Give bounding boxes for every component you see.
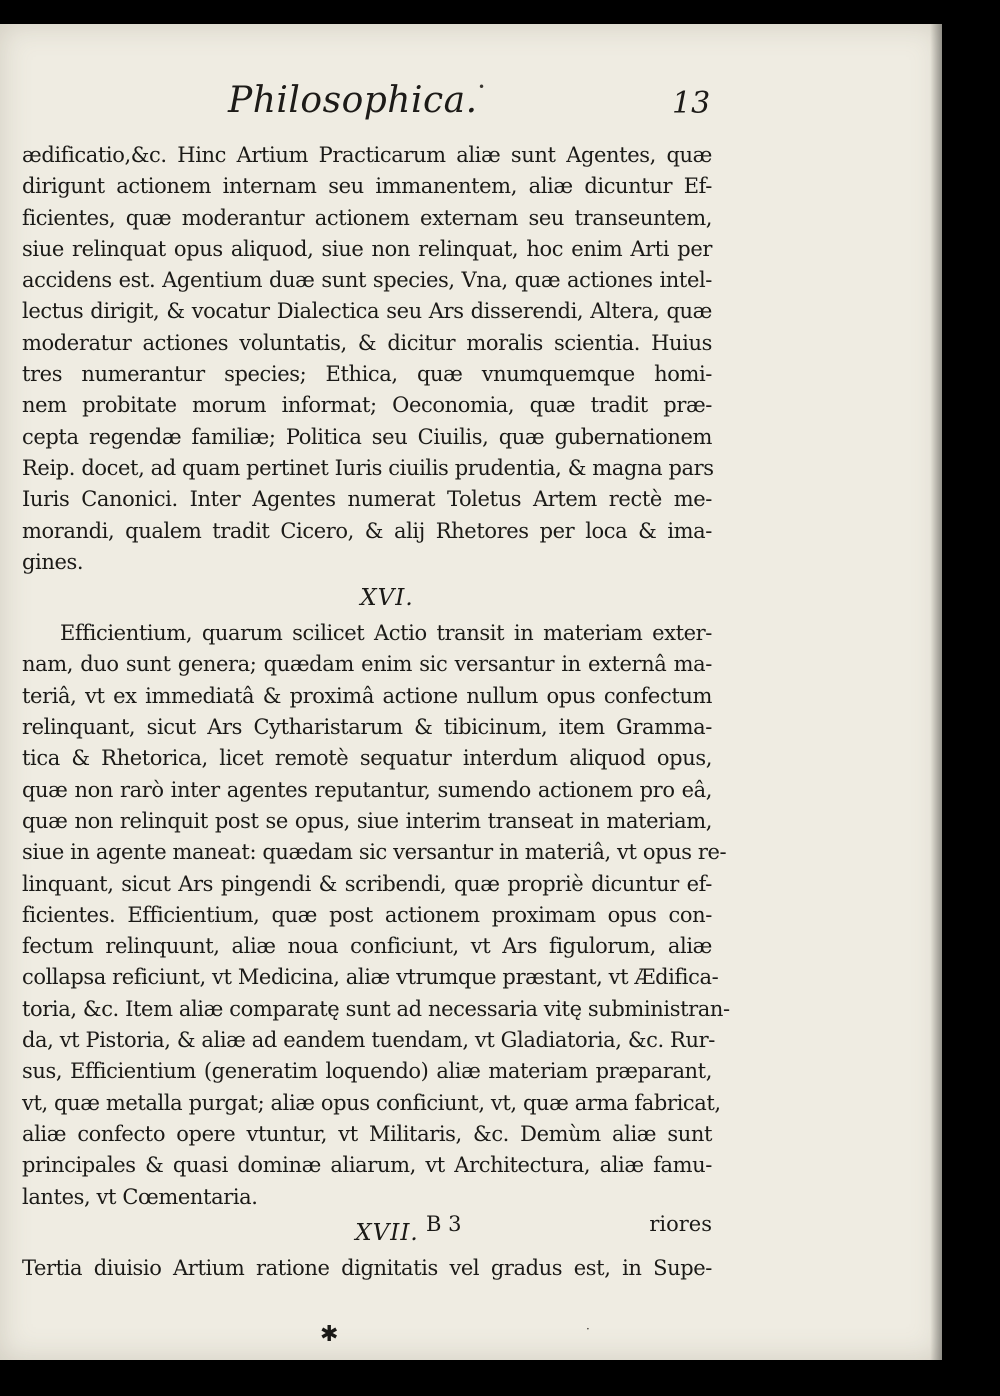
text-line: ficientes. Efficientium, quæ post actionem proximam opus con-	[22, 902, 712, 927]
text-line: nem probitate morum informat; Oeconomia, quæ tradit præ-	[22, 393, 712, 418]
paragraph-1	[22, 140, 712, 578]
catchword: riores	[649, 1212, 712, 1236]
signature-mark: B 3	[426, 1212, 462, 1236]
text-line: ædificatio,&c. Hinc Artium Practicarum aliæ sunt Agentes, quæ	[22, 143, 712, 167]
text-line: cepta regendæ familiæ; Politica seu Ciuilis, quæ gubernationem	[22, 424, 712, 449]
text-line: teriâ, vt ex immediatâ & proximâ actione nullum opus confectum	[22, 683, 712, 708]
text-line: da, vt Pistoria, & aliæ ad eandem tuendam, vt Gladiatoria, &c. Rur-	[22, 1028, 715, 1053]
ornament-icon: ✱	[320, 1322, 339, 1347]
text-line: morandi, qualem tradit Cicero, & alij Rhetores per loca & ima-	[22, 518, 712, 543]
text-line: quæ non rarò inter agentes reputantur, sumendo actionem pro eâ,	[22, 777, 712, 802]
text-line: gines.	[22, 549, 84, 574]
text-line: Reip. docet, ad quam pertinet Iuris ciuilis prudentia, & magna pars	[22, 455, 714, 480]
text-line: linquant, sicut Ars pingendi & scribendi, quæ propriè dicuntur ef-	[22, 871, 712, 896]
section-heading-xvii: XVII.	[355, 1219, 419, 1246]
text-line: tica & Rhetorica, licet remotè sequatur interdum aliquod opus,	[22, 746, 712, 771]
text-line: collapsa reficiunt, vt Medicina, aliæ vtrumque præstant, vt Ædifica-	[22, 965, 719, 990]
text-line: ficientes, quæ moderantur actionem externam seu transeuntem,	[22, 205, 712, 230]
text-line: vt, quæ metalla purgat; aliæ opus conficiunt, vt, quæ arma fabricat,	[22, 1090, 721, 1115]
text-line: quæ non relinquit post se opus, siue interim transeat in materiam,	[22, 808, 712, 833]
ink-speck-icon: •	[478, 80, 486, 94]
page-edge-shadow	[930, 24, 942, 1360]
running-head: Philosophica.	[228, 80, 478, 121]
section-heading-xvi: XVI.	[360, 585, 414, 612]
text-line: lantes, vt Cœmentaria.	[22, 1184, 258, 1209]
text-line: siue relinquat opus aliquod, siue non relinquat, hoc enim Arti per	[22, 236, 712, 261]
body-text	[22, 140, 730, 1284]
text-line: accidens est. Agentium duæ sunt species, Vna, quæ actiones intel-	[22, 268, 712, 293]
ink-speck-icon: ·	[586, 1322, 590, 1336]
paragraph-3	[22, 1253, 712, 1284]
text-line: Efficientium, quarum scilicet Actio transit in materiam exter-	[60, 621, 712, 646]
text-line: aliæ confecto opere vtuntur, vt Militaris, &c. Demùm aliæ sunt	[22, 1121, 712, 1146]
page-footer	[22, 1212, 712, 1242]
text-line: nam, duo sunt genera; quædam enim sic versantur in externâ ma-	[22, 652, 712, 677]
paragraph-2	[22, 618, 730, 1213]
text-line: Iuris Canonici. Inter Agentes numerat Toletus Artem rectè me-	[22, 487, 712, 512]
text-line: moderatur actiones voluntatis, & dicitur moralis scientia. Huius	[22, 330, 712, 355]
text-line: relinquant, sicut Ars Cytharistarum & tibicinum, item Gramma-	[22, 715, 712, 740]
text-line: fectum relinquunt, aliæ noua conficiunt, vt Ars figulorum, aliæ	[22, 934, 712, 959]
text-line: sus, Efficientium (generatim loquendo) aliæ materiam præparant,	[22, 1059, 712, 1084]
text-line: dirigunt actionem internam seu immanentem, aliæ dicuntur Ef-	[22, 174, 712, 199]
text-line: Tertia diuisio Artium ratione dignitatis vel gradus est, in Supe-	[22, 1255, 712, 1280]
text-line: toria, &c. Item aliæ comparatę sunt ad necessaria vitę subministran-	[22, 996, 730, 1021]
text-line: siue in agente maneat: quædam sic versantur in materiâ, vt opus re-	[22, 840, 727, 865]
text-line: lectus dirigit, & vocatur Dialectica seu Ars disserendi, Altera, quæ	[22, 299, 712, 324]
text-line: tres numerantur species; Ethica, quæ vnumquemque homi-	[22, 362, 712, 387]
page-number: 13	[672, 86, 711, 121]
text-line: principales & quasi dominæ aliarum, vt Architectura, aliæ famu-	[22, 1153, 712, 1178]
